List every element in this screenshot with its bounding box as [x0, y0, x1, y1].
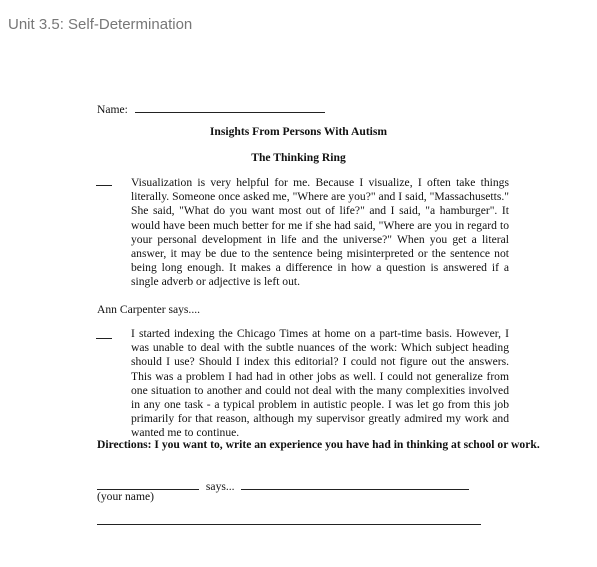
unit-title: Unit 3.5: Self-Determination — [8, 16, 193, 33]
author-line: Ann Carpenter says.... — [97, 303, 201, 316]
response-blank-1 — [96, 185, 112, 186]
name-label: Name: — [97, 103, 128, 116]
directions-text: Directions: I you want to, write an experience you have had in thinking at school or work. — [97, 438, 540, 451]
response-write-line — [241, 478, 469, 490]
name-blank-line — [135, 101, 325, 113]
worksheet-heading: Insights From Persons With Autism — [209, 125, 388, 138]
your-name-caption: (your name) — [97, 490, 154, 503]
response-blank-2 — [96, 338, 112, 339]
response-write-line-2 — [97, 524, 481, 525]
name-field-row — [97, 101, 325, 117]
insight-paragraph-2: I started indexing the Chicago Times at home on a part-time basis. However, I was unable to deal with the subtle nuances of the work: Which subject heading should I use? Should I index this editorial? I could not figure out the answers. This was a problem I had had in other jobs as well. I could not generalize from one situation to another and could not deal with the many complexities involved in any one task - a typical problem in autistic people. I was let go from this job primarily for that reason, although my supervisor greatly admired my work and wanted me to continue. — [131, 327, 509, 440]
worksheet-subheading: The Thinking Ring — [251, 151, 346, 164]
says-label: says... — [205, 480, 235, 493]
insight-paragraph-1: Visualization is very helpful for me. Because I visualize, I often take things literally. Someone once asked me, "Where are you?" and I said, "Massachusetts." She said, "What do you want most out of life?" and I said, "a hamburger". It would have been much better for me if she had said, "Where are you in regard to your personal development in life and the universe?" When you get a literal answer, it may be due to the sentence being misinterpreted or the sentence not being long enough. It makes a difference in how a question is answered if a single adverb or adjective is left out. — [131, 176, 509, 289]
name-write-line — [97, 478, 199, 490]
